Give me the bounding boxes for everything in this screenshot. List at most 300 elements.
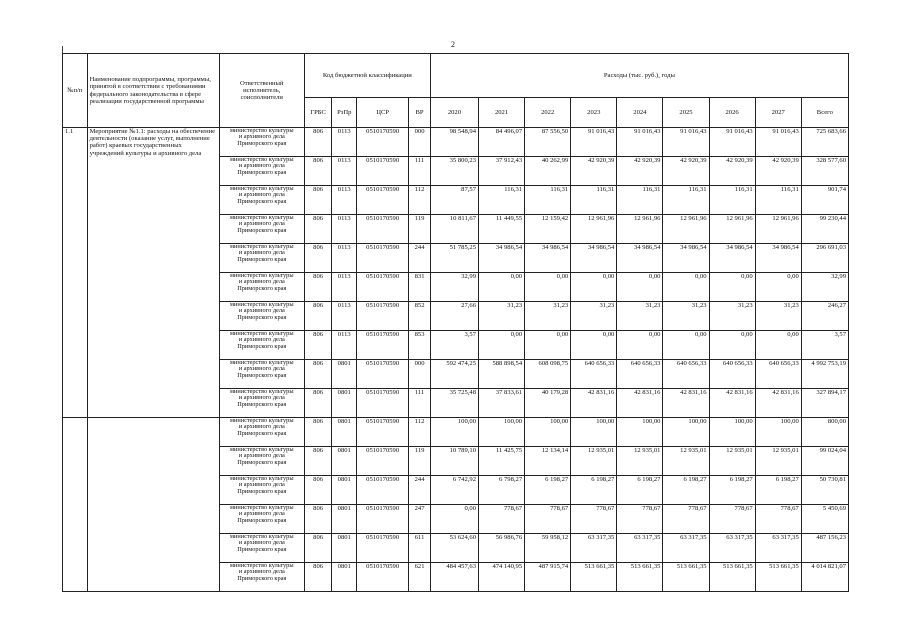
executor-line: министерство культуры xyxy=(229,156,294,163)
value-2023: 31,23 xyxy=(571,302,617,331)
value-2022: 12 159,42 xyxy=(525,215,571,244)
value-2024: 640 656,33 xyxy=(617,360,663,389)
value-2021: 11 449,55 xyxy=(479,215,525,244)
header-code-vr: ВР xyxy=(409,98,431,128)
header-code-csr: ЦСР xyxy=(357,98,409,128)
value-2020: 98 548,94 xyxy=(430,128,478,157)
executor-line: Приморского края xyxy=(237,371,287,379)
value-2026: 513 661,35 xyxy=(709,563,755,592)
value-2020: 10 811,67 xyxy=(430,215,478,244)
code-csr: 0510170590 xyxy=(357,128,409,157)
value-2027: 116,31 xyxy=(755,186,801,215)
value-2025: 6 198,27 xyxy=(663,476,709,505)
code-csr: 0510170590 xyxy=(357,563,409,592)
value-2027: 6 198,27 xyxy=(755,476,801,505)
activity-number-cont xyxy=(63,418,88,592)
code-rzpr: 0801 xyxy=(332,534,357,563)
code-grbs: 806 xyxy=(304,186,332,215)
value-2025: 116,31 xyxy=(663,186,709,215)
code-grbs: 806 xyxy=(304,447,332,476)
code-vr: 000 xyxy=(409,360,431,389)
value-2027: 0,00 xyxy=(755,331,801,360)
value-2023: 34 986,54 xyxy=(571,244,617,273)
code-grbs: 806 xyxy=(304,157,332,186)
value-2021: 474 140,95 xyxy=(479,563,525,592)
header-name: Наименование подпрограммы, программы, принятой в соответствии с требованиями федерального законодательства в сфере реализации государственной программы xyxy=(87,54,219,128)
value-2027: 12 961,96 xyxy=(755,215,801,244)
code-csr: 0510170590 xyxy=(357,505,409,534)
table-body xyxy=(63,128,849,592)
code-vr: 247 xyxy=(409,505,431,534)
value-2022: 34 986,54 xyxy=(525,244,571,273)
value-2024: 6 198,27 xyxy=(617,476,663,505)
value-2025: 12 961,96 xyxy=(663,215,709,244)
value-total: 3,57 xyxy=(801,331,848,360)
code-vr: 112 xyxy=(409,186,431,215)
executor-line: и архивного дела xyxy=(238,191,285,199)
value-2022: 40 179,28 xyxy=(525,389,571,418)
value-2026: 63 317,35 xyxy=(709,534,755,563)
value-2022: 778,67 xyxy=(525,505,571,534)
executor-line: и архивного дела xyxy=(238,365,285,373)
code-vr: 111 xyxy=(409,157,431,186)
value-total: 901,74 xyxy=(801,186,848,215)
value-2027: 0,00 xyxy=(755,273,801,302)
executor-line: Приморского края xyxy=(237,197,287,205)
value-2027: 100,00 xyxy=(755,418,801,447)
code-vr: 621 xyxy=(409,563,431,592)
executor-line: и архивного дела xyxy=(238,394,285,402)
value-2022: 608 098,75 xyxy=(525,360,571,389)
value-2023: 640 656,33 xyxy=(571,360,617,389)
executor-line: министерство культуры xyxy=(229,533,294,540)
header-budget-code: Код бюджетной классификации xyxy=(304,54,430,98)
value-2021: 588 898,54 xyxy=(479,360,525,389)
value-2022: 59 958,12 xyxy=(525,534,571,563)
value-2021: 0,00 xyxy=(479,273,525,302)
value-2021: 31,23 xyxy=(479,302,525,331)
value-2023: 12 935,01 xyxy=(571,447,617,476)
executor-cell xyxy=(219,447,304,476)
code-csr: 0510170590 xyxy=(357,273,409,302)
header-code-rzpr: РзПр xyxy=(332,98,357,128)
executor-line: и архивного дела xyxy=(238,423,285,431)
header-year-2021: 2021 xyxy=(479,98,525,128)
code-rzpr: 0113 xyxy=(332,331,357,360)
value-2020: 35 800,23 xyxy=(430,157,478,186)
value-total: 725 683,66 xyxy=(801,128,848,157)
executor-cell xyxy=(219,157,304,186)
value-2025: 42 920,39 xyxy=(663,157,709,186)
table-header xyxy=(63,54,849,128)
code-vr: 852 xyxy=(409,302,431,331)
code-grbs: 806 xyxy=(304,360,332,389)
value-2025: 12 935,01 xyxy=(663,447,709,476)
header-year-2024: 2024 xyxy=(617,98,663,128)
code-csr: 0510170590 xyxy=(357,302,409,331)
value-2020: 87,57 xyxy=(430,186,478,215)
value-2024: 12 935,01 xyxy=(617,447,663,476)
value-2023: 42 920,39 xyxy=(571,157,617,186)
value-2020: 10 789,10 xyxy=(430,447,478,476)
value-2024: 0,00 xyxy=(617,331,663,360)
value-2021: 37 912,43 xyxy=(479,157,525,186)
value-2021: 56 986,76 xyxy=(479,534,525,563)
header-year-2026: 2026 xyxy=(709,98,755,128)
value-2024: 116,31 xyxy=(617,186,663,215)
header-year-2022: 2022 xyxy=(525,98,571,128)
code-grbs: 806 xyxy=(304,273,332,302)
value-2024: 513 661,35 xyxy=(617,563,663,592)
value-total: 99 230,44 xyxy=(801,215,848,244)
executor-line: Приморского края xyxy=(237,139,287,147)
value-total: 487 156,23 xyxy=(801,534,848,563)
executor-line: и архивного дела xyxy=(238,539,285,547)
value-2024: 63 317,35 xyxy=(617,534,663,563)
code-rzpr: 0113 xyxy=(332,215,357,244)
value-2024: 778,67 xyxy=(617,505,663,534)
code-vr: 831 xyxy=(409,273,431,302)
value-2023: 778,67 xyxy=(571,505,617,534)
code-grbs: 806 xyxy=(304,128,332,157)
value-2020: 53 624,60 xyxy=(430,534,478,563)
executor-line: и архивного дела xyxy=(238,481,285,489)
value-2023: 42 831,16 xyxy=(571,389,617,418)
executor-cell xyxy=(219,505,304,534)
code-vr: 119 xyxy=(409,447,431,476)
code-rzpr: 0113 xyxy=(332,186,357,215)
executor-line: Приморского края xyxy=(237,545,287,553)
executor-line: Приморского края xyxy=(237,574,287,582)
value-2025: 31,23 xyxy=(663,302,709,331)
value-total: 327 894,17 xyxy=(801,389,848,418)
code-grbs: 806 xyxy=(304,389,332,418)
value-2026: 0,00 xyxy=(709,273,755,302)
activity-name: Мероприятие №1.1: расходы на обеспечение деятельности (оказание услуг, выполнение работ) краевых государственных учреждений культуры и архивного дела xyxy=(87,128,219,418)
code-grbs: 806 xyxy=(304,302,332,331)
value-2021: 778,67 xyxy=(479,505,525,534)
executor-cell xyxy=(219,128,304,157)
value-2022: 6 198,27 xyxy=(525,476,571,505)
value-2024: 42 831,16 xyxy=(617,389,663,418)
value-2026: 31,23 xyxy=(709,302,755,331)
value-2026: 6 198,27 xyxy=(709,476,755,505)
code-csr: 0510170590 xyxy=(357,389,409,418)
code-vr: 119 xyxy=(409,215,431,244)
code-grbs: 806 xyxy=(304,563,332,592)
value-total: 50 730,81 xyxy=(801,476,848,505)
value-2026: 0,00 xyxy=(709,331,755,360)
executor-cell xyxy=(219,331,304,360)
value-2020: 0,00 xyxy=(430,505,478,534)
header-executor: Ответственный исполнитель, соисполнители xyxy=(219,54,304,128)
executor-line: и архивного дела xyxy=(238,162,285,170)
value-2023: 0,00 xyxy=(571,331,617,360)
executor-cell xyxy=(219,360,304,389)
value-total: 246,27 xyxy=(801,302,848,331)
value-2023: 0,00 xyxy=(571,273,617,302)
executor-cell xyxy=(219,476,304,505)
executor-line: министерство культуры xyxy=(229,562,294,569)
value-total: 4 992 753,19 xyxy=(801,360,848,389)
executor-line: и архивного дела xyxy=(238,249,285,257)
executor-cell xyxy=(219,215,304,244)
executor-line: министерство культуры xyxy=(229,214,294,221)
code-csr: 0510170590 xyxy=(357,418,409,447)
header-expenses: Расходы (тыс. руб.), годы xyxy=(430,54,848,98)
executor-line: министерство культуры xyxy=(229,301,294,308)
value-2026: 12 935,01 xyxy=(709,447,755,476)
executor-line: и архивного дела xyxy=(238,133,285,141)
value-2024: 91 016,43 xyxy=(617,128,663,157)
executor-line: министерство культуры xyxy=(229,446,294,453)
value-2027: 12 935,01 xyxy=(755,447,801,476)
code-grbs: 806 xyxy=(304,505,332,534)
value-2025: 34 986,54 xyxy=(663,244,709,273)
value-2026: 778,67 xyxy=(709,505,755,534)
value-2022: 0,00 xyxy=(525,273,571,302)
table-row xyxy=(63,418,849,447)
executor-cell xyxy=(219,302,304,331)
value-2024: 12 961,96 xyxy=(617,215,663,244)
value-2025: 640 656,33 xyxy=(663,360,709,389)
executor-line: министерство культуры xyxy=(229,243,294,250)
code-csr: 0510170590 xyxy=(357,447,409,476)
executor-line: Приморского края xyxy=(237,226,287,234)
value-2023: 12 961,96 xyxy=(571,215,617,244)
value-2022: 87 556,50 xyxy=(525,128,571,157)
value-2022: 0,00 xyxy=(525,331,571,360)
executor-line: Приморского края xyxy=(237,400,287,408)
code-grbs: 806 xyxy=(304,534,332,563)
value-2025: 0,00 xyxy=(663,331,709,360)
code-grbs: 806 xyxy=(304,215,332,244)
budget-table xyxy=(62,53,849,592)
code-rzpr: 0801 xyxy=(332,360,357,389)
executor-line: Приморского края xyxy=(237,487,287,495)
value-2023: 91 016,43 xyxy=(571,128,617,157)
code-csr: 0510170590 xyxy=(357,476,409,505)
value-2025: 513 661,35 xyxy=(663,563,709,592)
value-2020: 6 742,92 xyxy=(430,476,478,505)
executor-cell xyxy=(219,273,304,302)
value-2020: 3,57 xyxy=(430,331,478,360)
code-rzpr: 0113 xyxy=(332,302,357,331)
activity-name-cont xyxy=(87,418,219,592)
value-2025: 91 016,43 xyxy=(663,128,709,157)
executor-line: и архивного дела xyxy=(238,568,285,576)
value-2022: 12 134,14 xyxy=(525,447,571,476)
value-2021: 100,00 xyxy=(479,418,525,447)
value-2021: 11 425,75 xyxy=(479,447,525,476)
activity-number: 1.1 xyxy=(63,128,88,418)
value-2026: 116,31 xyxy=(709,186,755,215)
code-grbs: 806 xyxy=(304,476,332,505)
executor-line: Приморского края xyxy=(237,342,287,350)
code-rzpr: 0801 xyxy=(332,389,357,418)
value-2023: 100,00 xyxy=(571,418,617,447)
value-2025: 778,67 xyxy=(663,505,709,534)
value-total: 296 691,03 xyxy=(801,244,848,273)
value-2027: 34 986,54 xyxy=(755,244,801,273)
value-2024: 100,00 xyxy=(617,418,663,447)
table-row xyxy=(63,128,849,157)
header-code-grbs: ГРБС xyxy=(304,98,332,128)
value-2027: 91 016,43 xyxy=(755,128,801,157)
executor-line: и архивного дела xyxy=(238,510,285,518)
code-grbs: 806 xyxy=(304,331,332,360)
header-year-2020: 2020 xyxy=(430,98,478,128)
value-total: 32,99 xyxy=(801,273,848,302)
code-rzpr: 0801 xyxy=(332,447,357,476)
code-csr: 0510170590 xyxy=(357,360,409,389)
executor-cell xyxy=(219,563,304,592)
executor-line: Приморского края xyxy=(237,458,287,466)
code-csr: 0510170590 xyxy=(357,186,409,215)
executor-line: и архивного дела xyxy=(238,336,285,344)
code-vr: 112 xyxy=(409,418,431,447)
executor-cell xyxy=(219,389,304,418)
value-2022: 31,23 xyxy=(525,302,571,331)
executor-line: министерство культуры xyxy=(229,388,294,395)
value-2026: 34 986,54 xyxy=(709,244,755,273)
value-2026: 100,00 xyxy=(709,418,755,447)
value-2024: 0,00 xyxy=(617,273,663,302)
value-2026: 42 831,16 xyxy=(709,389,755,418)
code-rzpr: 0113 xyxy=(332,157,357,186)
value-2021: 6 798,27 xyxy=(479,476,525,505)
code-grbs: 806 xyxy=(304,418,332,447)
value-2020: 32,99 xyxy=(430,273,478,302)
value-2027: 31,23 xyxy=(755,302,801,331)
executor-line: министерство культуры xyxy=(229,185,294,192)
executor-line: министерство культуры xyxy=(229,504,294,511)
value-total: 5 450,69 xyxy=(801,505,848,534)
page-number: 2 xyxy=(451,40,455,49)
code-csr: 0510170590 xyxy=(357,157,409,186)
code-vr: 000 xyxy=(409,128,431,157)
value-2020: 484 457,63 xyxy=(430,563,478,592)
executor-cell xyxy=(219,186,304,215)
header-year-2025: 2025 xyxy=(663,98,709,128)
executor-line: и архивного дела xyxy=(238,220,285,228)
code-rzpr: 0113 xyxy=(332,128,357,157)
value-2024: 34 986,54 xyxy=(617,244,663,273)
value-2020: 100,00 xyxy=(430,418,478,447)
code-csr: 0510170590 xyxy=(357,244,409,273)
executor-line: министерство культуры xyxy=(229,127,294,134)
value-2027: 42 920,39 xyxy=(755,157,801,186)
executor-cell xyxy=(219,534,304,563)
header-total: Всего xyxy=(801,98,848,128)
value-2022: 116,31 xyxy=(525,186,571,215)
executor-line: министерство культуры xyxy=(229,330,294,337)
header-num: №п/п xyxy=(63,54,88,128)
value-2027: 640 656,33 xyxy=(755,360,801,389)
value-2020: 27,66 xyxy=(430,302,478,331)
code-rzpr: 0113 xyxy=(332,244,357,273)
value-total: 4 014 821,07 xyxy=(801,563,848,592)
code-rzpr: 0801 xyxy=(332,505,357,534)
value-2021: 84 496,07 xyxy=(479,128,525,157)
code-vr: 853 xyxy=(409,331,431,360)
value-2027: 513 661,35 xyxy=(755,563,801,592)
value-2021: 0,00 xyxy=(479,331,525,360)
code-rzpr: 0801 xyxy=(332,418,357,447)
value-total: 99 024,04 xyxy=(801,447,848,476)
executor-line: министерство культуры xyxy=(229,359,294,366)
executor-line: Приморского края xyxy=(237,429,287,437)
value-2021: 116,31 xyxy=(479,186,525,215)
executor-cell xyxy=(219,418,304,447)
value-2020: 35 725,48 xyxy=(430,389,478,418)
executor-line: Приморского края xyxy=(237,516,287,524)
value-2026: 91 016,43 xyxy=(709,128,755,157)
value-2020: 51 785,25 xyxy=(430,244,478,273)
value-2025: 42 831,16 xyxy=(663,389,709,418)
value-2022: 40 262,99 xyxy=(525,157,571,186)
value-2022: 100,00 xyxy=(525,418,571,447)
value-2024: 31,23 xyxy=(617,302,663,331)
executor-line: и архивного дела xyxy=(238,307,285,315)
code-rzpr: 0801 xyxy=(332,476,357,505)
executor-line: Приморского края xyxy=(237,313,287,321)
value-2026: 42 920,39 xyxy=(709,157,755,186)
executor-line: и архивного дела xyxy=(238,452,285,460)
code-vr: 244 xyxy=(409,476,431,505)
code-grbs: 806 xyxy=(304,244,332,273)
value-2023: 63 317,35 xyxy=(571,534,617,563)
code-vr: 111 xyxy=(409,389,431,418)
executor-line: Приморского края xyxy=(237,255,287,263)
value-2025: 100,00 xyxy=(663,418,709,447)
executor-line: министерство культуры xyxy=(229,417,294,424)
code-rzpr: 0801 xyxy=(332,563,357,592)
value-2023: 6 198,27 xyxy=(571,476,617,505)
executor-line: и архивного дела xyxy=(238,278,285,286)
code-csr: 0510170590 xyxy=(357,331,409,360)
code-rzpr: 0113 xyxy=(332,273,357,302)
value-2025: 0,00 xyxy=(663,273,709,302)
executor-line: министерство культуры xyxy=(229,272,294,279)
value-total: 800,00 xyxy=(801,418,848,447)
executor-cell xyxy=(219,244,304,273)
header-year-2027: 2027 xyxy=(755,98,801,128)
value-2027: 778,67 xyxy=(755,505,801,534)
value-2023: 513 661,35 xyxy=(571,563,617,592)
value-2021: 37 833,61 xyxy=(479,389,525,418)
value-2021: 34 986,54 xyxy=(479,244,525,273)
value-2024: 42 920,39 xyxy=(617,157,663,186)
executor-line: Приморского края xyxy=(237,284,287,292)
value-2026: 12 961,96 xyxy=(709,215,755,244)
value-2025: 63 317,35 xyxy=(663,534,709,563)
header-year-2023: 2023 xyxy=(571,98,617,128)
value-total: 328 577,60 xyxy=(801,157,848,186)
code-vr: 611 xyxy=(409,534,431,563)
code-vr: 244 xyxy=(409,244,431,273)
value-2027: 63 317,35 xyxy=(755,534,801,563)
value-2020: 592 474,25 xyxy=(430,360,478,389)
code-csr: 0510170590 xyxy=(357,534,409,563)
code-csr: 0510170590 xyxy=(357,215,409,244)
executor-line: Приморского края xyxy=(237,168,287,176)
value-2027: 42 831,16 xyxy=(755,389,801,418)
value-2023: 116,31 xyxy=(571,186,617,215)
value-2026: 640 656,33 xyxy=(709,360,755,389)
executor-line: министерство культуры xyxy=(229,475,294,482)
value-2022: 487 915,74 xyxy=(525,563,571,592)
